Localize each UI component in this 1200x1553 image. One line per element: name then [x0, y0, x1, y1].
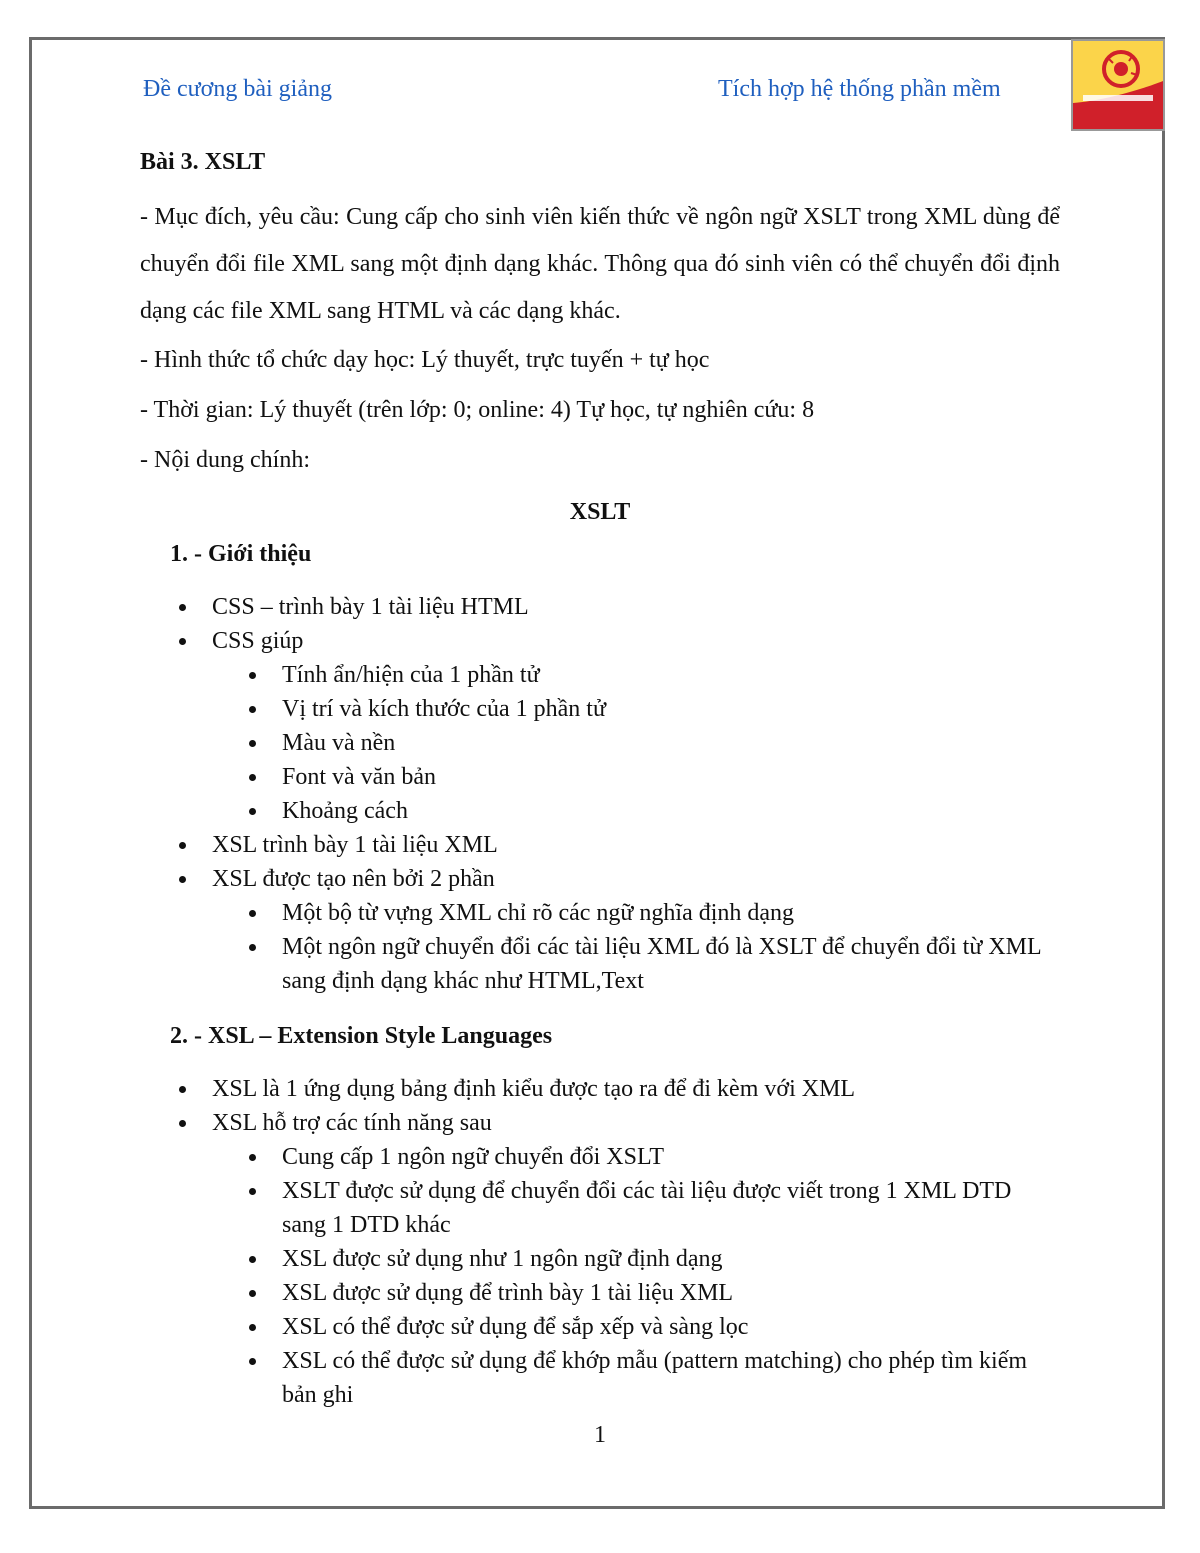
- list-item: Một bộ từ vựng XML chỉ rõ các ngữ nghĩa định dạng: [282, 896, 1060, 930]
- list-item: Tính ẩn/hiện của 1 phần tử: [282, 658, 1060, 692]
- list-item: [212, 1106, 1060, 1412]
- section-1-title: 1. - Giới thiệu: [170, 541, 312, 567]
- section-heading-xslt: XSLT: [569, 499, 631, 525]
- list-item: Màu và nền: [282, 726, 1060, 760]
- header-subject-title: Tích hợp hệ thống phần mềm: [718, 76, 1001, 102]
- page-number: 1: [594, 1422, 606, 1448]
- list-item: Cung cấp 1 ngôn ngữ chuyển đổi XSLT: [282, 1140, 1060, 1174]
- list-item-text: XSL hỗ trợ các tính năng sau: [212, 1110, 492, 1136]
- list-item: Một ngôn ngữ chuyển đổi các tài liệu XML đó là XSLT để chuyển đổi từ XML sang định dạng khác như HTML,Text: [282, 930, 1060, 998]
- list-item: XSL có thể được sử dụng để khớp mẫu (pattern matching) cho phép tìm kiếm bản ghi: [282, 1344, 1060, 1412]
- list-item: XSLT được sử dụng để chuyển đổi các tài liệu được viết trong 1 XML DTD sang 1 DTD khác: [282, 1174, 1060, 1242]
- list-item: XSL là 1 ứng dụng bảng định kiểu được tạo ra để đi kèm với XML: [212, 1072, 1060, 1106]
- list-item: Khoảng cách: [282, 794, 1060, 828]
- list-item: Vị trí và kích thước của 1 phần tử: [282, 692, 1060, 726]
- lesson-title: Bài 3. XSLT: [140, 149, 266, 175]
- list-item-text: XSL được tạo nên bởi 2 phần: [212, 866, 495, 892]
- sub-list: [282, 658, 1060, 828]
- list-item: XSL trình bày 1 tài liệu XML: [212, 828, 1060, 862]
- list-item: CSS – trình bày 1 tài liệu HTML: [212, 590, 1060, 624]
- sub-list: [282, 1140, 1060, 1412]
- university-logo: [1071, 39, 1165, 131]
- list-item: XSL có thể được sử dụng để sắp xếp và sàng lọc: [282, 1310, 1060, 1344]
- list-item-text: CSS giúp: [212, 628, 304, 654]
- list-item: Font và văn bản: [282, 760, 1060, 794]
- header-course-title: Đề cương bài giảng: [143, 76, 332, 102]
- section-2-title: 2. - XSL – Extension Style Languages: [170, 1023, 553, 1049]
- list-item: XSL được sử dụng để trình bày 1 tài liệu XML: [282, 1276, 1060, 1310]
- lesson-main-content-label: - Nội dung chính:: [140, 447, 310, 473]
- list-item: XSL được sử dụng như 1 ngôn ngữ định dạng: [282, 1242, 1060, 1276]
- section-2-list: [212, 1072, 1060, 1412]
- lesson-time: - Thời gian: Lý thuyết (trên lớp: 0; online: 4) Tự học, tự nghiên cứu: 8: [140, 397, 815, 423]
- list-item: [212, 862, 1060, 998]
- lesson-purpose: - Mục đích, yêu cầu: Cung cấp cho sinh viên kiến thức về ngôn ngữ XSLT trong XML dùng để chuyển đổi file XML sang một định dạng khác. Thông qua đó sinh viên có thể chuyển đổi định dạng các file XML sang HTML và các dạng khác.: [140, 204, 1060, 324]
- section-1-list: [212, 590, 1060, 998]
- logo-emblem-icon: [1073, 41, 1163, 129]
- sub-list: [282, 896, 1060, 998]
- main-content: [140, 138, 1060, 1412]
- lesson-form: - Hình thức tổ chức dạy học: Lý thuyết, trực tuyến + tự học: [140, 347, 710, 373]
- list-item: [212, 624, 1060, 828]
